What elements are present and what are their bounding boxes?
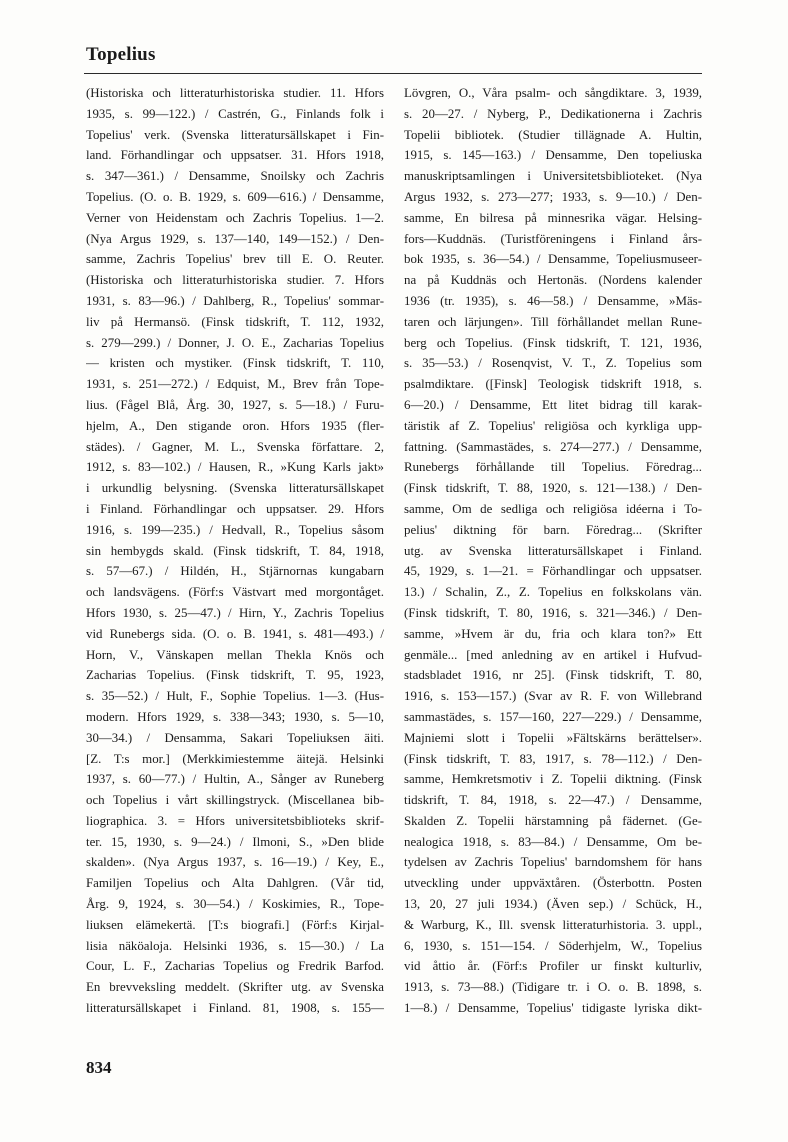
- text-line: 13, 20, 27 juli 1934.) (Även sep.) / Schück, H.,: [404, 897, 702, 912]
- header-divider: [84, 73, 702, 74]
- text-line: psalmdiktare. ([Finsk] Teologisk tidskrift 1918, s.: [404, 377, 702, 392]
- text-line: Familjen Topelius och Alta Dahlgren. (Vår tid,: [86, 876, 384, 891]
- text-line: s. 57—67.) / Hildén, H., Stjärnornas kungabarn: [86, 564, 384, 579]
- left-text-column: [86, 83, 384, 1015]
- text-line: samme, Hemkretsmotiv i Z. Topelii diktning. (Finsk: [404, 772, 702, 787]
- text-line: nealogica 1918, s. 83—84.) / Densamme, Om be-: [404, 834, 702, 849]
- text-line: s. 279—299.) / Donner, J. O. E., Zacharias Topelius: [86, 335, 384, 350]
- text-line: och Topelius i vårt skillingstryck. (Miscellanea bib-: [86, 793, 384, 808]
- text-line: [Z. T:s mor.] (Merkkimiestemme äitejä. Helsinki: [86, 751, 384, 766]
- text-line: 6, 1930, s. 151—154. / Söderhjelm, W., Topelius: [404, 938, 702, 953]
- text-line: och landsvägens. (Förf:s Västvart med morgontåget.: [86, 585, 384, 600]
- text-line: 1913, s. 73—88.) (Tidigare tr. i O. o. B. 1898, s.: [404, 980, 702, 995]
- text-line: liv på Hermansö. (Finsk tidskrift, T. 112, 1932,: [86, 314, 384, 329]
- text-line: Horn, V., Vänskapen mellan Thekla Knös och: [86, 647, 384, 662]
- text-line: samme, Om de sedliga och religiösa idéerna i To-: [404, 501, 702, 516]
- text-line: Argus 1932, s. 273—277; 1933, s. 9—10.) / Den-: [404, 189, 702, 204]
- text-line: litteratursällskapet i Finland. 81, 1908, s. 155—: [86, 1001, 384, 1015]
- text-line: na på Kuddnäs och Hertonäs. (Nordens kalender: [404, 273, 702, 288]
- text-line: Verner von Heidenstam och Zachris Topelius. 1—2.: [86, 210, 384, 225]
- text-line: sammastädes, s. 157—160, 227—229.) / Densamme,: [404, 709, 702, 724]
- text-line: 13.) / Schalin, Z., Z. Topelius en folkskolans vän.: [404, 585, 702, 600]
- right-text-column: [404, 83, 702, 1015]
- text-line: Topelii bibliotek. (Studier tillägnade A. Hultin,: [404, 127, 702, 142]
- text-line: Zacharias Topelius. (Finsk tidskrift, T. 95, 1923,: [86, 668, 384, 683]
- text-line: 30—34.) / Densamma, Sakari Topeliuksen äiti.: [86, 730, 384, 745]
- text-line: 1936 (tr. 1935), s. 46—58.) / Densamme, »Mäs-: [404, 293, 702, 308]
- page-title: Topelius: [86, 44, 156, 65]
- text-line: — kristen och mystiker. (Finsk tidskrift, T. 110,: [86, 356, 384, 371]
- text-line: 1931, s. 251—272.) / Edquist, M., Brev från Tope-: [86, 377, 384, 392]
- text-line: samme, »Hvem är du, fria och klara ton?» Ett: [404, 626, 702, 641]
- text-line: i urkundlig belysning. (Svenska litteratursällskapet: [86, 481, 384, 496]
- text-line: Runebergs förhållande till Topelius. Föredrag...: [404, 460, 702, 475]
- text-line: utveckling under uppväxtåren. (Österbottn. Posten: [404, 876, 702, 891]
- text-line: (Historiska och litteraturhistoriska studier. 11. Hfors: [86, 86, 384, 100]
- text-line: Cour, L. F., Zacharias Topelius og Fredrik Barfod.: [86, 959, 384, 974]
- text-line: vid Runebergs sida. (O. o. B. 1941, s. 481—493.) /: [86, 626, 384, 641]
- text-line: Skalden Z. Topelii härstamning på fädernet. (Ge-: [404, 813, 702, 828]
- text-line: 1915, s. 145—163.) / Densamme, Den topeliuska: [404, 148, 702, 163]
- page-number: 834: [86, 1058, 112, 1077]
- text-line: bok 1935, s. 36—54.) / Densamme, Topeliusmuseer-: [404, 252, 702, 267]
- text-line: stadsbladet 1916, nr 25]. (Finsk tidskrift, T. 80,: [404, 668, 702, 683]
- text-line: utg. av Svenska litteratursällskapet i Finland.: [404, 543, 702, 558]
- text-line: liographica. 3. = Hfors universitetsbiblioteks skrif-: [86, 813, 384, 828]
- text-line: s. 347—361.) / Densamme, Snoilsky och Zachris: [86, 169, 384, 184]
- text-line: (Finsk tidskrift, T. 83, 1917, s. 78—112.) / Den-: [404, 751, 702, 766]
- text-line: vid åttio år. (Förf:s Profiler ur finskt kulturliv,: [404, 959, 702, 974]
- text-line: (Historiska och litteraturhistoriska studier. 7. Hfors: [86, 273, 384, 288]
- text-line: pelius' diktning för barn. Föredrag... (Skrifter: [404, 522, 702, 537]
- text-line: i Finland. Förhandlingar och uppsatser. 29. Hfors: [86, 501, 384, 516]
- text-line: 6—20.) / Densamme, Ett litet bidrag till karak-: [404, 397, 702, 412]
- text-line: 1916, s. 153—157.) (Svar av R. F. von Willebrand: [404, 689, 702, 704]
- text-line: s. 35—52.) / Hult, F., Sophie Topelius. 1—3. (Hus-: [86, 689, 384, 704]
- text-line: fors—Kuddnäs. (Turistföreningens i Finland års-: [404, 231, 702, 246]
- text-line: fattning. (Sammastädes, s. 274—277.) / Densamme,: [404, 439, 702, 454]
- text-line: land. Förhandlingar och uppsatser. 31. Hfors 1918,: [86, 148, 384, 163]
- text-line: genmäle... [med anledning av en artikel i Hufvud-: [404, 647, 702, 662]
- text-line: taren och lärjungen». Till förhållandet mellan Rune-: [404, 314, 702, 329]
- text-line: 1—8.) / Densamme, Topelius' tidigaste lyriska dikt-: [404, 1001, 702, 1015]
- text-line: 1916, s. 199—235.) / Hedvall, R., Topelius såsom: [86, 522, 384, 537]
- text-line: tydelsen av Zachris Topelius' barndomshem för hans: [404, 855, 702, 870]
- text-line: Majniemi slott i Topelii »Fältskärns berättelser».: [404, 730, 702, 745]
- text-line: 45, 1929, s. 1—21. = Förhandlingar och uppsatser.: [404, 564, 702, 579]
- text-line: s. 35—53.) / Rosenqvist, V. T., Z. Topelius som: [404, 356, 702, 371]
- text-line: berg och Topelius. (Finsk tidskrift, T. 121, 1936,: [404, 335, 702, 350]
- text-line: (Nya Argus 1929, s. 137—140, 149—152.) / Den-: [86, 231, 384, 246]
- text-line: lius. (Fågel Blå, Årg. 30, 1927, s. 5—18.) / Furu-: [86, 397, 384, 412]
- text-line: modern. Hfors 1929, s. 338—343; 1930, s. 5—10,: [86, 709, 384, 724]
- text-line: Årg. 9, 1924, s. 30—54.) / Koskimies, R., Tope-: [86, 897, 384, 912]
- text-line: samme, Zachris Topelius' brev till E. O. Reuter.: [86, 252, 384, 267]
- text-line: 1912, s. 83—102.) / Hausen, R., »Kung Karls jakt»: [86, 460, 384, 475]
- text-line: städes). / Gagner, M. L., Svenska författare. 2,: [86, 439, 384, 454]
- text-line: lisia näköaloja. Helsinki 1936, s. 15—30.) / La: [86, 938, 384, 953]
- text-line: (Finsk tidskrift, T. 80, 1916, s. 321—346.) / Den-: [404, 605, 702, 620]
- text-line: ter. 15, 1930, s. 9—24.) / Ilmoni, S., »Den blide: [86, 834, 384, 849]
- text-line: Topelius' verk. (Svenska litteratursällskapet i Fin-: [86, 127, 384, 142]
- text-line: 1935, s. 99—122.) / Castrén, G., Finlands folk i: [86, 106, 384, 121]
- text-line: samme, En bilresa på minnesrika vägar. Helsing-: [404, 210, 702, 225]
- text-line: En brevveksling meddelt. (Skrifter utg. av Svenska: [86, 980, 384, 995]
- text-line: s. 20—27. / Nyberg, P., Dedikationerna i Zachris: [404, 106, 702, 121]
- text-line: 1931, s. 83—96.) / Dahlberg, R., Topelius' sommar-: [86, 293, 384, 308]
- text-line: Lövgren, O., Våra psalm- och sångdiktare. 3, 1939,: [404, 86, 702, 100]
- text-line: tidskrift, T. 84, 1918, s. 22—47.) / Densamme,: [404, 793, 702, 808]
- text-line: (Finsk tidskrift, T. 88, 1920, s. 121—138.) / Den-: [404, 481, 702, 496]
- text-line: hjelm, A., Den stigande oron. Hfors 1935 (fler-: [86, 418, 384, 433]
- text-line: Topelius. (O. o. B. 1929, s. 609—616.) / Densamme,: [86, 189, 384, 204]
- text-line: 1937, s. 60—77.) / Hultin, A., Sånger av Runeberg: [86, 772, 384, 787]
- text-line: manuskriptsamlingen i Universitetsbiblioteket. (Nya: [404, 169, 702, 184]
- text-line: & Warburg, K., Ill. svensk litteraturhistoria. 3. uppl.,: [404, 917, 702, 932]
- text-line: sin hembygds skald. (Finsk tidskrift, T. 84, 1918,: [86, 543, 384, 558]
- text-line: skalden». (Nya Argus 1937, s. 16—19.) / Key, E.,: [86, 855, 384, 870]
- text-line: liuksen elämekertä. [T:s biografi.] (Förf:s Kirjal-: [86, 917, 384, 932]
- text-line: Hfors 1930, s. 25—47.) / Hirn, Y., Zachris Topelius: [86, 605, 384, 620]
- text-line: täristik af Z. Topelius' religiösa och kyrkliga upp-: [404, 418, 702, 433]
